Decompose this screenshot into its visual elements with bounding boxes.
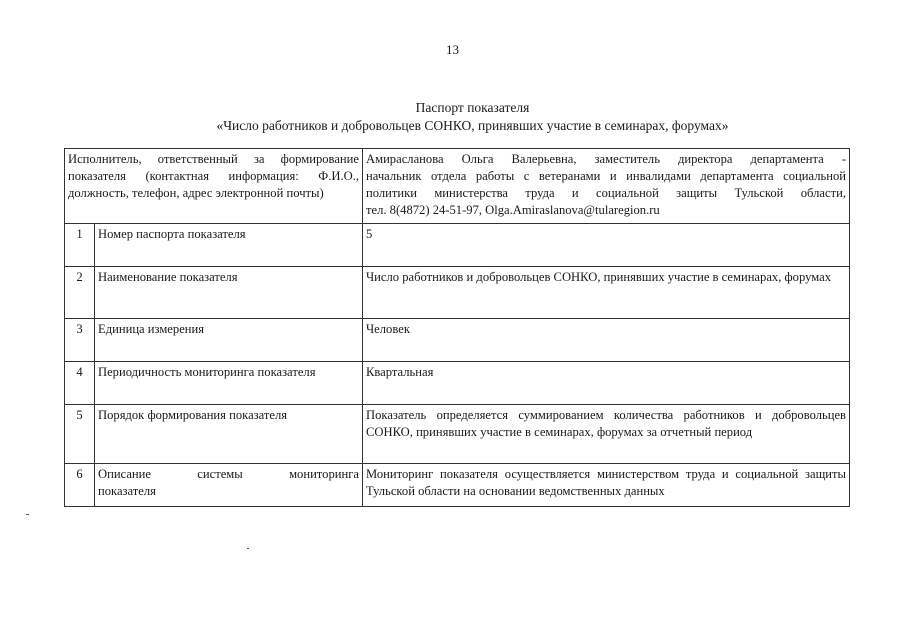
row-label: Номер паспорта показателя [95, 224, 363, 267]
row-number: 6 [65, 464, 95, 507]
title-line-1: Паспорт показателя [415, 100, 530, 115]
executor-value-line: Амирасланова Ольга Валерьевна, заместитель директора департамента - [366, 152, 846, 166]
row-label-line [98, 466, 359, 483]
executor-label-cell: Исполнитель, ответственный за формирование показателя (контактная информация: Ф.И.О., должность, телефон, адрес электронной почты) [65, 149, 363, 224]
row-value: 5 [363, 224, 850, 267]
row-value: Число работников и добровольцев СОНКО, принявших участие в семинарах, форумах [363, 267, 850, 319]
row-label-line: показателя [98, 484, 156, 498]
row-label-word: Описание [98, 467, 151, 481]
executor-value-line: политики министерства труда и социальной защиты Тульской области, [366, 186, 846, 200]
executor-value-line: начальник отдела работы с ветеранами и инвалидами департамента социальной [366, 169, 846, 183]
row-label-word: мониторинга [289, 467, 359, 481]
table-row-executor [65, 149, 850, 224]
row-number: 3 [65, 319, 95, 362]
executor-value-line: тел. 8(4872) 24-51-97, Olga.Amiraslanova@tularegion.ru [366, 203, 660, 217]
row-value: Мониторинг показателя осуществляется министерством труда и социальной защиты Тульской области на основании ведомственных данных [363, 464, 850, 507]
row-number: 2 [65, 267, 95, 319]
row-value: Показатель определяется суммированием количества работников и добровольцев СОНКО, принявших участие в семинарах, форумах за отчетный период [363, 405, 850, 464]
document-title [0, 99, 905, 135]
row-number: 4 [65, 362, 95, 405]
page-number: 13 [446, 42, 459, 57]
row-label: Порядок формирования показателя [95, 405, 363, 464]
scan-mark [26, 514, 29, 515]
row-value: Квартальная [363, 362, 850, 405]
table-row [65, 464, 850, 507]
row-label [95, 464, 363, 507]
table-row [65, 405, 850, 464]
executor-value-cell [363, 149, 850, 224]
indicator-passport-table [64, 148, 850, 507]
table-row [65, 319, 850, 362]
row-number: 1 [65, 224, 95, 267]
row-label: Единица измерения [95, 319, 363, 362]
row-value: Человек [363, 319, 850, 362]
row-label: Наименование показателя [95, 267, 363, 319]
table-row [65, 224, 850, 267]
row-label-word: системы [197, 467, 243, 481]
row-number: 5 [65, 405, 95, 464]
scan-mark [247, 548, 249, 549]
row-label: Периодичность мониторинга показателя [95, 362, 363, 405]
table-row [65, 362, 850, 405]
table-row [65, 267, 850, 319]
title-line-2: «Число работников и добровольцев СОНКО, принявших участие в семинарах, форумах» [216, 118, 729, 133]
